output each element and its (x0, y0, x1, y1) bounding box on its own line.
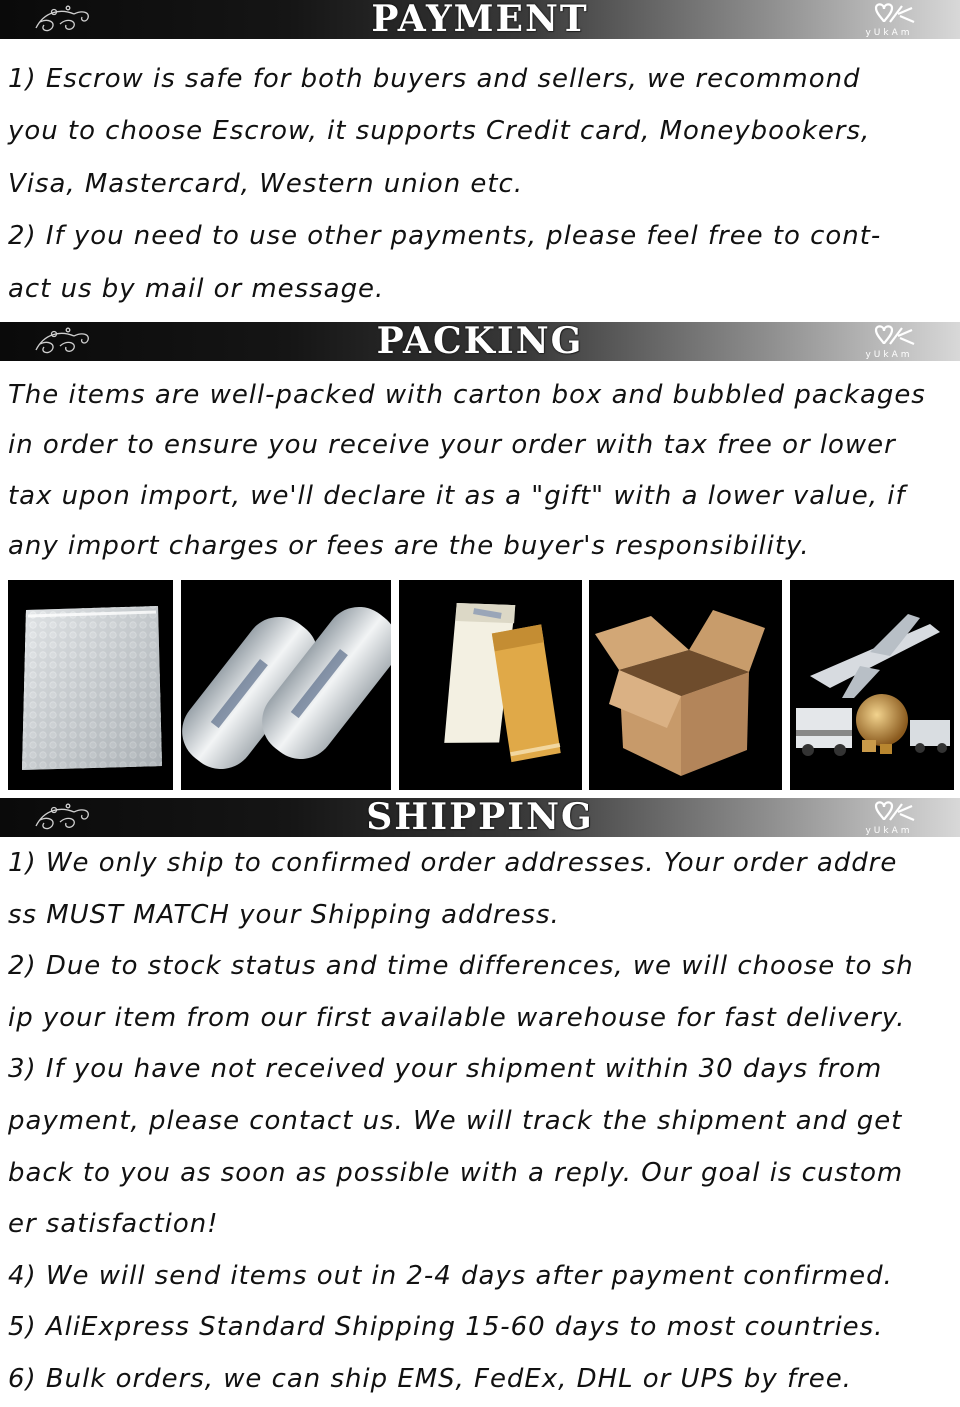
text-line: act us by mail or message. (8, 273, 385, 304)
section-title: PACKING (376, 322, 584, 361)
text-line: er satisfaction! (8, 1209, 219, 1240)
bubble-bag-illustration (8, 580, 173, 790)
text-line: back to you as soon as possible with a reply. Our goal is custom (8, 1157, 904, 1188)
text-line: 1) We only ship to confirmed order addresses. Your order addre (8, 848, 898, 878)
bubble-bag-photo (8, 580, 173, 790)
brand-logo (858, 798, 920, 837)
text-line: 4) We will send items out in 2-4 days after payment confirmed. (8, 1260, 893, 1291)
brand-logo-text: yUkAm (865, 826, 913, 836)
payment-text (8, 53, 958, 315)
payment-banner (0, 0, 960, 39)
padded-envelopes-photo (399, 580, 582, 790)
text-line: The items are well-packed with carton box and bubbled packages (8, 380, 926, 410)
shipping-banner (0, 798, 960, 837)
section-title: PAYMENT (371, 0, 589, 39)
brand-logo (858, 0, 920, 39)
heart-logo-icon (858, 322, 920, 350)
envelopes-illustration (399, 580, 582, 790)
text-line: you to choose Escrow, it supports Credit card, Moneybookers, (8, 116, 871, 147)
packing-photo-strip (0, 578, 960, 792)
shipping-logistics-photo (790, 580, 954, 790)
text-line: ip your item from our first available warehouse for fast delivery. (8, 1002, 906, 1033)
heart-logo-icon (858, 0, 920, 28)
text-line: Visa, Mastercard, Western union etc. (8, 168, 524, 199)
carton-box-photo (589, 580, 782, 790)
text-line: in order to ensure you receive your order with tax free or lower (8, 430, 896, 461)
text-line: 2) Due to stock status and time differences, we will choose to sh (8, 951, 914, 982)
section-title: SHIPPING (366, 798, 594, 837)
text-line: ss MUST MATCH your Shipping address. (8, 899, 560, 930)
text-line: 6) Bulk orders, we can ship EMS, FedEx, DHL or UPS by free. (8, 1363, 852, 1394)
text-line: 3) If you have not received your shipment within 30 days from (8, 1054, 883, 1085)
text-line: tax upon import, we'll declare it as a "gift" with a lower value, if (8, 480, 906, 511)
text-line: any import charges or fees are the buyer's responsibility. (8, 530, 810, 561)
logistics-illustration (790, 580, 954, 790)
brand-logo-text: yUkAm (865, 350, 913, 360)
brand-logo-text: yUkAm (865, 28, 913, 38)
packing-text (8, 370, 958, 571)
wrapped-items-illustration (181, 580, 391, 790)
carton-box-illustration (589, 580, 782, 790)
heart-logo-icon (858, 798, 920, 826)
brand-logo (858, 322, 920, 361)
text-line: 1) Escrow is safe for both buyers and sellers, we recommond (8, 64, 861, 94)
packing-banner (0, 322, 960, 361)
text-line: 5) AliExpress Standard Shipping 15-60 days to most countries. (8, 1312, 884, 1343)
text-line: payment, please contact us. We will track the shipment and get (8, 1105, 903, 1136)
text-line: 2) If you need to use other payments, please feel free to cont- (8, 221, 882, 252)
shipping-text (8, 838, 958, 1406)
bubble-wrapped-items-photo (181, 580, 391, 790)
